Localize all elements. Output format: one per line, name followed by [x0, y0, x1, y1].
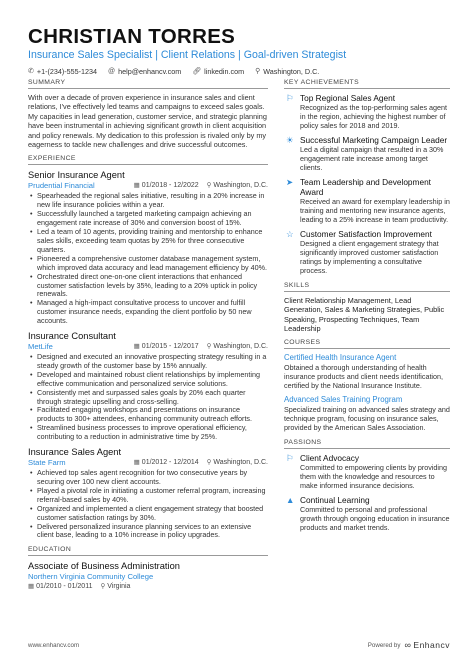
graduation-cap-icon: ▲ — [286, 494, 295, 505]
passion-title: Client Advocacy — [300, 452, 360, 463]
company-name: State Farm — [28, 458, 66, 468]
achievement-title: Successful Marketing Campaign Leader — [300, 134, 448, 145]
job-location — [207, 181, 268, 191]
job-dates-text: 01/2018 - 12/2022 — [141, 182, 199, 190]
achievement-desc: Led a digital campaign that resulted in a 30% engagement rate increase among target clients. — [300, 145, 444, 172]
contact-linkedin[interactable] — [192, 67, 244, 77]
job-bullets — [28, 192, 268, 326]
contact-phone[interactable] — [28, 67, 97, 77]
skills-section — [284, 282, 450, 334]
edu-school: Northern Virginia Community College — [28, 572, 154, 582]
flag-icon: ⚐ — [286, 452, 294, 463]
right-column — [284, 79, 450, 539]
edu-dates — [28, 582, 92, 592]
job-bullets — [28, 353, 268, 442]
location-pin-icon: ⚲ — [206, 182, 212, 190]
job-meta — [28, 458, 268, 468]
bullet-item: • Delivered personalized insurance planning services to an extensive client base, leading to a 10% increase in policy upgrades. — [28, 523, 268, 541]
achievement-item — [284, 93, 450, 131]
experience-section — [28, 155, 268, 540]
passions-section — [284, 439, 450, 533]
edu-location — [100, 582, 130, 592]
infinity-logo-icon: ∞ — [404, 640, 412, 650]
candidate-name: CHRISTIAN TORRES — [28, 25, 236, 48]
edu-meta — [28, 582, 268, 592]
bullet-item: • Orchestrated direct one-on-one client interactions that enhanced customer satisfaction levels by 35%, leading to a 20% uptick in policy renewals. — [28, 273, 268, 300]
company-name: Prudential Financial — [28, 181, 95, 191]
passion-item — [284, 495, 450, 533]
location-text: Washington, D.C. — [263, 67, 320, 76]
bullet-item: • Spearheaded the regional sales initiative, resulting in a 20% increase in new life insurance policies within a year. — [28, 192, 268, 210]
brand-logo[interactable] — [404, 640, 450, 650]
brand-name: Enhancv — [413, 640, 450, 650]
courses-section — [284, 339, 450, 432]
resume-header — [28, 26, 458, 77]
job-location — [207, 458, 268, 468]
section-title-courses: COURSES — [284, 339, 450, 349]
achievement-desc: Designed a client engagement strategy that significantly improved customer satisfaction ratings by implementing a consultative process. — [300, 239, 439, 275]
calendar-icon: ▦ — [133, 343, 140, 351]
left-column — [28, 79, 268, 598]
bullet-item: • Pioneered a comprehensive customer database management system, which improved data accuracy and lead management efficiency by 40%. — [28, 255, 268, 273]
section-title-education: EDUCATION — [28, 546, 268, 556]
course-title: Certified Health Insurance Agent — [284, 353, 397, 363]
job-entry — [28, 446, 268, 540]
bullet-item: • Developed and maintained robust client relationships by implementing effective communication and personalized service solutions. — [28, 371, 268, 389]
job-entry — [28, 169, 268, 326]
flag-icon: ⚐ — [286, 93, 294, 103]
bullet-item: • Managed a high-impact consultative process to uncover and fulfill customer insurance needs, expanding the client portfolio by 50 new accounts. — [28, 299, 268, 326]
calendar-icon: ▦ — [133, 182, 140, 190]
lightbulb-icon: ☀ — [286, 134, 294, 145]
contact-bar — [28, 67, 458, 77]
achievement-item — [284, 177, 450, 225]
bullet-item: • Successfully launched a targeted marketing campaign achieving an engagement rate increase of 30% and conversion boost of 15%. — [28, 210, 268, 228]
calendar-icon: ▦ — [28, 583, 35, 591]
job-dates — [134, 181, 199, 191]
section-title-experience: EXPERIENCE — [28, 155, 268, 165]
email-text: help@enhancv.com — [118, 67, 182, 76]
passion-desc: Committed to empowering clients by providing them with the knowledge and resources to make informed insurance decisions. — [300, 463, 448, 490]
section-title-skills: SKILLS — [284, 282, 450, 292]
rocket-icon: ➤ — [286, 176, 294, 187]
section-title-achievements: KEY ACHIEVEMENTS — [284, 79, 450, 89]
location-pin-icon: ⚲ — [255, 68, 261, 75]
candidate-headline: Insurance Sales Specialist | Client Relations | Goal-driven Strategist — [28, 49, 347, 61]
achievements-section — [284, 79, 450, 276]
job-title: Senior Insurance Agent — [28, 170, 125, 181]
achievement-desc: Received an award for exemplary leadership in training and mentoring new insurance agents, leading to a 25% increase in team productivity. — [300, 197, 450, 225]
achievement-title: Team Leadership and Development Award — [300, 176, 431, 198]
edu-location-text: Virginia — [107, 583, 131, 591]
page-footer — [28, 640, 450, 650]
contact-location — [255, 67, 319, 77]
course-desc: Specialized training on advanced sales strategy and technique program, focusing on insurance sales, provided by the American Sales Association. — [284, 405, 450, 432]
passion-title: Continual Learning — [300, 494, 370, 505]
achievement-item — [284, 135, 450, 173]
bullet-item: • Consistently met and surpassed sales goals by 20% each quarter through strategic upselling and cross-selling. — [28, 389, 268, 407]
skills-list: Client Relationship Management, Lead Generation, Sales & Marketing Strategies, Public Speaking, Prospecting Techniques, Team Leadership — [284, 295, 445, 334]
bullet-item: • Played a pivotal role in initiating a customer referral program, increasing referral-based sales by 40%. — [28, 487, 268, 505]
linkedin-text: linkedin.com — [204, 67, 245, 76]
job-dates-text: 01/2012 - 12/2014 — [141, 459, 199, 467]
at-icon: @ — [108, 68, 116, 75]
achievement-desc: Recognized as the top-performing sales agent in the region, achieving the highest number of policy sales for 2018 and 2019. — [300, 103, 448, 131]
achievement-title: Customer Satisfaction Improvement — [300, 228, 432, 239]
footer-branding — [368, 640, 450, 650]
calendar-icon: ▦ — [133, 459, 140, 467]
contact-email[interactable] — [108, 67, 181, 77]
powered-by-text: Powered by — [367, 641, 401, 649]
phone-icon: ✆ — [28, 68, 34, 75]
link-icon: 🔗︎ — [192, 68, 202, 75]
job-title: Insurance Consultant — [28, 331, 116, 342]
section-title-passions: PASSIONS — [284, 439, 450, 449]
job-meta — [28, 342, 268, 352]
job-location-text: Washington, D.C. — [213, 343, 268, 351]
location-pin-icon: ⚲ — [206, 343, 212, 351]
job-dates — [134, 342, 199, 352]
location-pin-icon: ⚲ — [100, 583, 106, 591]
course-desc: Obtained a thorough understanding of health insurance products and client needs identification, certified by the National Insurance Institute. — [284, 363, 444, 391]
bullet-item: • Designed and executed an innovative prospecting strategy resulting in a steady growth of the customer base by 15% annually. — [28, 353, 268, 371]
job-title: Insurance Sales Agent — [28, 447, 122, 458]
footer-url[interactable]: www.enhancv.com — [28, 641, 80, 649]
edu-dates-text: 01/2010 - 01/2011 — [36, 583, 93, 591]
education-section — [28, 546, 268, 592]
course-item — [284, 353, 450, 391]
achievement-title: Top Regional Sales Agent — [300, 93, 396, 103]
job-location — [207, 342, 268, 352]
bullet-item: • Streamlined business processes to improve operational efficiency, contributing to a reduction in administrative time by 25%. — [28, 424, 268, 442]
summary-section — [28, 79, 268, 149]
summary-text: With over a decade of proven experience in insurance sales and client relations, I've effectively led teams and campaigns to exceed sales goals. My capacities in lead generation, customer service, and strategic planning have been instrumental in achieving significant growth in client acquisition and policy renewals. My dedication to this profession is rivaled only by my eagerness to tackle new challenges and drive successful outcomes. — [28, 93, 267, 150]
passion-desc: Committed to personal and professional growth through ongoing education in insurance products and market trends. — [300, 504, 450, 532]
company-name: MetLife — [28, 342, 53, 352]
job-dates-text: 01/2015 - 12/2017 — [141, 343, 199, 351]
job-bullets — [28, 469, 268, 540]
bullet-item: • Led a team of 10 agents, providing training and mentorship to enhance sales skills, exceeding team quotas by 25% for three consecutive quarters. — [28, 228, 268, 255]
job-location-text: Washington, D.C. — [213, 182, 268, 190]
course-item — [284, 395, 450, 433]
section-title-summary: SUMMARY — [28, 79, 268, 89]
bullet-item: • Organized and implemented a client engagement strategy that boosted customer satisfaction ratings by 30%. — [28, 505, 268, 523]
location-pin-icon: ⚲ — [206, 459, 212, 467]
bullet-item: • Facilitated engaging workshops and presentations on insurance products to 300+ attendees, enhancing community outreach efforts. — [28, 406, 268, 424]
bullet-item: • Achieved top sales agent recognition for two consecutive years by securing over 100 new client accounts. — [28, 469, 268, 487]
achievement-item — [284, 229, 450, 276]
passion-item — [284, 453, 450, 491]
edu-degree: Associate of Business Administration — [28, 561, 180, 572]
job-entry — [28, 330, 268, 442]
star-icon: ☆ — [286, 228, 294, 239]
job-location-text: Washington, D.C. — [213, 459, 268, 467]
job-dates — [134, 458, 199, 468]
job-meta — [28, 181, 268, 191]
phone-text: +1-(234)-555-1234 — [36, 67, 98, 76]
course-title: Advanced Sales Training Program — [284, 395, 403, 405]
